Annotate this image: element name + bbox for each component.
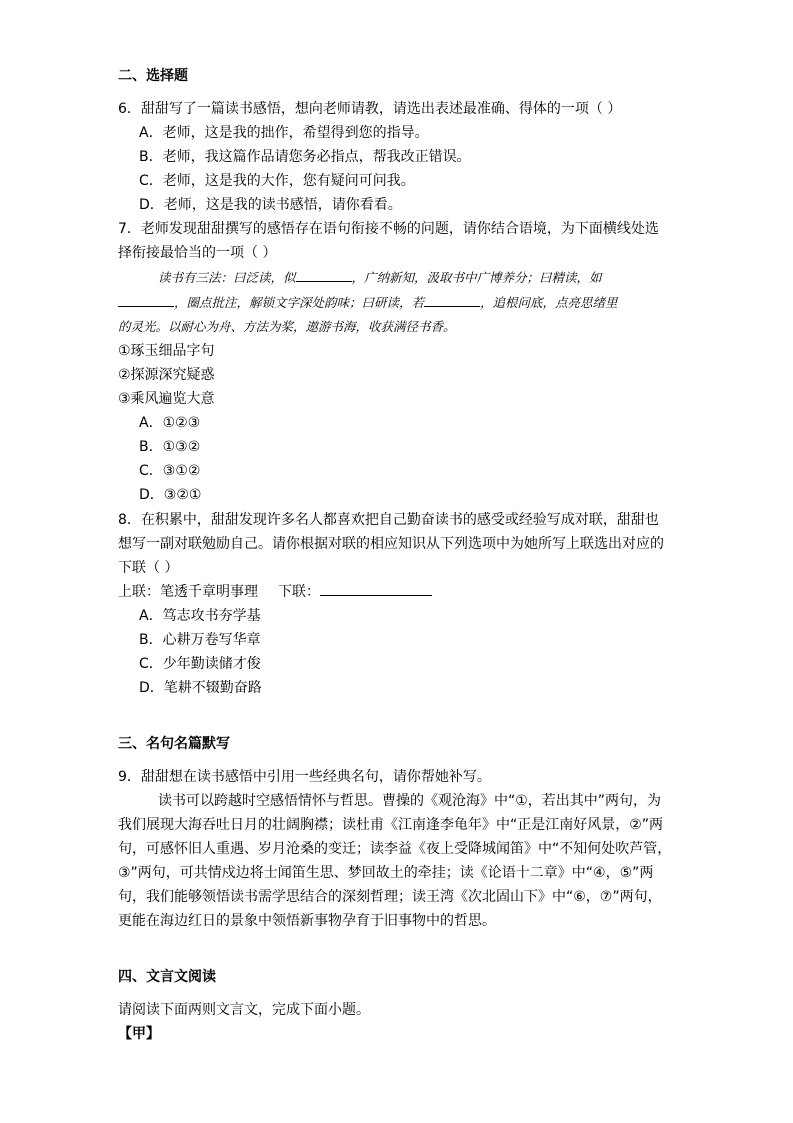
- couplet-lower-label: 下联：: [278, 584, 320, 600]
- q9-passage-line: 句，可感怀旧人重遇、岁月沧桑的变迁；读李益《夜上受降城闻笛》中“不知何处吹芦管，: [118, 841, 672, 857]
- q8-stem-line2: 想写一副对联勉励自己。请你根据对联的相应知识从下列选项中为她所写上联选出对应的: [118, 536, 664, 552]
- q6-option-c: C．老师，这是我的大作，您有疑问可问我。: [139, 173, 415, 189]
- q9-passage-line: 我们展现大海吞吐日月的壮阔胸襟；读杜甫《江南逢李龟年》中“正是江南好风景，②”两: [118, 817, 664, 833]
- q6-option-b: B．老师，我这篇作品请您务必指点，帮我改正错误。: [139, 149, 471, 165]
- text-label-jia: 【甲】: [118, 1026, 160, 1042]
- q7-stem-line2: 择衔接最恰当的一项（ ）: [118, 245, 277, 261]
- q7-item-2: ②探源深究疑惑: [118, 367, 215, 383]
- q9-passage-line: 读书可以跨越时空感悟情怀与哲思。曹操的《观沧海》中“①，若出其中”两句，为: [158, 793, 662, 809]
- fill-blank-1: [296, 269, 352, 282]
- q7-item-3: ③乘风遍览大意: [118, 391, 215, 407]
- q8-option-d: D．笔耕不辍勤奋路: [139, 680, 262, 696]
- q7-passage-line2: [118, 293, 618, 313]
- section-heading-choice: 二、选择题: [118, 68, 188, 84]
- passage-text: ，广纳新知，汲取书中广博养分；曰精读，如: [351, 270, 602, 285]
- fill-blank-2: [118, 294, 174, 307]
- q8-stem-line1: 8．在积累中，甜甜发现许多名人都喜欢把自己勤奋读书的感受或经验写成对联，甜甜也: [118, 512, 659, 528]
- fill-blank-3: [424, 294, 480, 307]
- q8-option-b: B．心耕万卷写华章: [139, 632, 261, 648]
- section-heading-dictation: 三、名句名篇默写: [118, 736, 230, 752]
- q7-option-b: B．①③②: [139, 439, 201, 455]
- q8-stem-line3: 下联（ ）: [118, 560, 179, 576]
- q7-option-d: D．③②①: [139, 487, 202, 503]
- q6-option-a: A．老师，这是我的拙作，希望得到您的指导。: [139, 125, 429, 141]
- q7-item-1: ①琢玉细品字句: [118, 343, 215, 359]
- q7-passage-line1: [158, 268, 602, 288]
- q8-option-c: C．少年勤读储才俊: [139, 656, 261, 672]
- couplet-answer-blank: [320, 583, 432, 596]
- q8-option-a: A．笃志攻书夯学基: [139, 608, 261, 624]
- q7-option-a: A．①②③: [139, 415, 201, 431]
- passage-text: ，追根问底，点亮思绪里: [480, 295, 618, 310]
- couplet-upper: 上联：笔透千章明事理: [118, 584, 258, 600]
- passage-text: ，圈点批注，解锁文字深处韵味；曰研读，若: [174, 295, 425, 310]
- q7-option-c: C．③①②: [139, 463, 201, 479]
- q8-couplet-line: [118, 582, 432, 602]
- classical-instruction: 请阅读下面两则文言文，完成下面小题。: [118, 1002, 370, 1018]
- q9-passage-line: 句，我们能够领悟读书需学思结合的深刻哲理；读王湾《次北固山下》中“⑥，⑦”两句，: [118, 889, 662, 905]
- q9-passage-line: 更能在海边红日的景象中领悟新事物孕育于旧事物中的哲思。: [118, 913, 496, 929]
- passage-text: 读书有三法：曰泛读，似: [158, 270, 296, 285]
- q9-stem: 9．甜甜想在读书感悟中引用一些经典名句，请你帮她补写。: [118, 769, 491, 785]
- q6-option-d: D．老师，这是我的读书感悟，请你看看。: [139, 197, 402, 213]
- q6-stem: 6．甜甜写了一篇读书感悟，想向老师请教，请选出表述最准确、得体的一项（ ）: [118, 101, 622, 117]
- section-heading-classical: 四、文言文阅读: [118, 969, 216, 985]
- q9-passage-line: ③”两句，可共情戍边将士闻笛生思、梦回故土的牵挂；读《论语十二章》中“④，⑤”两: [118, 865, 654, 881]
- q7-passage-line3: 的灵光。以耐心为舟、方法为桨，遨游书海，收获满径书香。: [118, 319, 456, 334]
- q7-stem-line1: 7．老师发现甜甜撰写的感悟存在语句衔接不畅的问题，请你结合语境，为下面横线处选: [118, 221, 659, 237]
